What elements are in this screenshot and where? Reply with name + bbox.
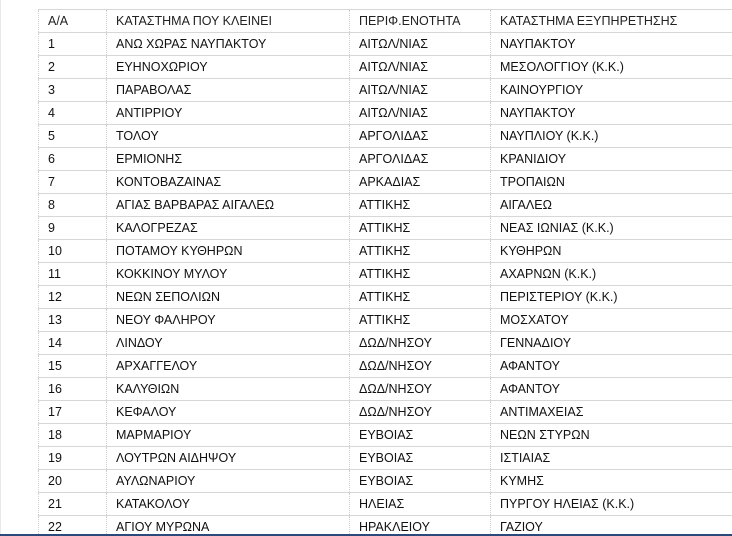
regional-unit-cell[interactable]: ΕΥΒΟΙΑΣ xyxy=(350,470,491,493)
table-row xyxy=(39,470,732,493)
serving-branch-cell[interactable]: ΝΑΥΠΑΚΤΟΥ xyxy=(491,102,732,125)
closing-branch-cell[interactable]: ΑΓΙΑΣ ΒΑΡΒΑΡΑΣ ΑΙΓΑΛΕΩ xyxy=(107,194,350,217)
closing-branch-cell[interactable]: ΛΟΥΤΡΩΝ ΑΙΔΗΨΟΥ xyxy=(107,447,350,470)
regional-unit-cell[interactable]: ΑΤΤΙΚΗΣ xyxy=(350,240,491,263)
table-row xyxy=(39,516,732,536)
table-row xyxy=(39,56,732,79)
row-index-cell[interactable]: 8 xyxy=(39,194,107,217)
serving-branch-cell[interactable]: ΑΝΤΙΜΑΧΕΙΑΣ xyxy=(491,401,732,424)
header-cell-closing-branch[interactable]: ΚΑΤΑΣΤΗΜΑ ΠΟΥ ΚΛΕΙΝΕΙ xyxy=(107,10,350,33)
regional-unit-cell[interactable]: ΗΡΑΚΛΕΙΟΥ xyxy=(350,516,491,536)
table-row xyxy=(39,332,732,355)
row-index-cell[interactable]: 2 xyxy=(39,56,107,79)
row-index-cell[interactable]: 21 xyxy=(39,493,107,516)
row-index-cell[interactable]: 16 xyxy=(39,378,107,401)
row-index-cell[interactable]: 9 xyxy=(39,217,107,240)
regional-unit-cell[interactable]: ΑΤΤΙΚΗΣ xyxy=(350,194,491,217)
closing-branch-cell[interactable]: ΑΝΩ ΧΩΡΑΣ ΝΑΥΠΑΚΤΟΥ xyxy=(107,33,350,56)
closing-branch-cell[interactable]: ΚΟΝΤΟΒΑΖΑΙΝΑΣ xyxy=(107,171,350,194)
row-index-cell[interactable]: 3 xyxy=(39,79,107,102)
table-row xyxy=(39,286,732,309)
regional-unit-cell[interactable]: ΔΩΔ/ΝΗΣΟΥ xyxy=(350,332,491,355)
regional-unit-cell[interactable]: ΑΙΤΩΛ/ΝΙΑΣ xyxy=(350,56,491,79)
table-row xyxy=(39,309,732,332)
row-index-cell[interactable]: 14 xyxy=(39,332,107,355)
serving-branch-cell[interactable]: ΤΡΟΠΑΙΩΝ xyxy=(491,171,732,194)
closing-branch-cell[interactable]: ΝΕΩΝ ΣΕΠΟΛΙΩΝ xyxy=(107,286,350,309)
closing-branch-cell[interactable]: ΤΟΛΟΥ xyxy=(107,125,350,148)
closing-branch-cell[interactable]: ΠΑΡΑΒΟΛΑΣ xyxy=(107,79,350,102)
row-index-cell[interactable]: 12 xyxy=(39,286,107,309)
regional-unit-cell[interactable]: ΑΙΤΩΛ/ΝΙΑΣ xyxy=(350,102,491,125)
table-row xyxy=(39,102,732,125)
sheet-left-edge xyxy=(0,0,1,536)
closing-branch-cell[interactable]: ΑΥΛΩΝΑΡΙΟΥ xyxy=(107,470,350,493)
row-index-cell[interactable]: 20 xyxy=(39,470,107,493)
row-index-cell[interactable]: 19 xyxy=(39,447,107,470)
serving-branch-cell[interactable]: ΝΑΥΠΑΚΤΟΥ xyxy=(491,33,732,56)
row-index-cell[interactable]: 5 xyxy=(39,125,107,148)
table-row xyxy=(39,263,732,286)
closing-branch-cell[interactable]: ΚΑΛΟΓΡΕΖΑΣ xyxy=(107,217,350,240)
row-index-cell[interactable]: 1 xyxy=(39,33,107,56)
closing-branch-cell[interactable]: ΝΕΟΥ ΦΑΛΗΡΟΥ xyxy=(107,309,350,332)
row-index-cell[interactable]: 11 xyxy=(39,263,107,286)
serving-branch-cell[interactable]: ΝΑΥΠΛΙΟΥ (Κ.Κ.) xyxy=(491,125,732,148)
regional-unit-cell[interactable]: ΑΤΤΙΚΗΣ xyxy=(350,309,491,332)
closing-branch-cell[interactable]: ΛΙΝΔΟΥ xyxy=(107,332,350,355)
branch-closure-table xyxy=(38,9,732,536)
closing-branch-cell[interactable]: ΑΓΙΟΥ ΜΥΡΩΝΑ xyxy=(107,516,350,536)
serving-branch-cell[interactable]: ΚΥΘΗΡΩΝ xyxy=(491,240,732,263)
row-index-cell[interactable]: 15 xyxy=(39,355,107,378)
closing-branch-cell[interactable]: ΑΡΧΑΓΓΕΛΟΥ xyxy=(107,355,350,378)
serving-branch-cell[interactable]: ΑΙΓΑΛΕΩ xyxy=(491,194,732,217)
row-index-cell[interactable]: 22 xyxy=(39,516,107,536)
table-row xyxy=(39,79,732,102)
row-index-cell[interactable]: 4 xyxy=(39,102,107,125)
serving-branch-cell[interactable]: ΜΟΣΧΑΤΟΥ xyxy=(491,309,732,332)
serving-branch-cell[interactable]: ΓΑΖΙΟΥ xyxy=(491,516,732,536)
serving-branch-cell[interactable]: ΠΕΡΙΣΤΕΡΙΟΥ (Κ.Κ.) xyxy=(491,286,732,309)
regional-unit-cell[interactable]: ΕΥΒΟΙΑΣ xyxy=(350,447,491,470)
row-index-cell[interactable]: 13 xyxy=(39,309,107,332)
table-row xyxy=(39,171,732,194)
table-row xyxy=(39,240,732,263)
closing-branch-cell[interactable]: ΚΑΛΥΘΙΩΝ xyxy=(107,378,350,401)
serving-branch-cell[interactable]: ΝΕΩΝ ΣΤΥΡΩΝ xyxy=(491,424,732,447)
header-cell-serving-branch[interactable]: ΚΑΤΑΣΤΗΜΑ ΕΞΥΠΗΡΕΤΗΣΗΣ xyxy=(491,10,732,33)
header-cell-index[interactable]: Α/Α xyxy=(39,10,107,33)
serving-branch-cell[interactable]: ΑΦΑΝΤΟΥ xyxy=(491,355,732,378)
closing-branch-cell[interactable]: ΚΑΤΑΚΟΛΟΥ xyxy=(107,493,350,516)
row-index-cell[interactable]: 18 xyxy=(39,424,107,447)
table-body xyxy=(39,10,732,536)
closing-branch-cell[interactable]: ΕΡΜΙΟΝΗΣ xyxy=(107,148,350,171)
regional-unit-cell[interactable]: ΑΤΤΙΚΗΣ xyxy=(350,217,491,240)
serving-branch-cell[interactable]: ΚΡΑΝΙΔΙΟΥ xyxy=(491,148,732,171)
regional-unit-cell[interactable]: ΔΩΔ/ΝΗΣΟΥ xyxy=(350,355,491,378)
serving-branch-cell[interactable]: ΜΕΣΟΛΟΓΓΙΟΥ (Κ.Κ.) xyxy=(491,56,732,79)
serving-branch-cell[interactable]: ΝΕΑΣ ΙΩΝΙΑΣ (Κ.Κ.) xyxy=(491,217,732,240)
closing-branch-cell[interactable]: ΚΕΦΑΛΟΥ xyxy=(107,401,350,424)
serving-branch-cell[interactable]: ΑΦΑΝΤΟΥ xyxy=(491,378,732,401)
regional-unit-cell[interactable]: ΔΩΔ/ΝΗΣΟΥ xyxy=(350,378,491,401)
closing-branch-cell[interactable]: ΑΝΤΙΡΡΙΟΥ xyxy=(107,102,350,125)
regional-unit-cell[interactable]: ΑΙΤΩΛ/ΝΙΑΣ xyxy=(350,79,491,102)
serving-branch-cell[interactable]: ΚΥΜΗΣ xyxy=(491,470,732,493)
regional-unit-cell[interactable]: ΔΩΔ/ΝΗΣΟΥ xyxy=(350,401,491,424)
closing-branch-cell[interactable]: ΠΟΤΑΜΟΥ ΚΥΘΗΡΩΝ xyxy=(107,240,350,263)
regional-unit-cell[interactable]: ΑΡΓΟΛΙΔΑΣ xyxy=(350,148,491,171)
closing-branch-cell[interactable]: ΚΟΚΚΙΝΟΥ ΜΥΛΟΥ xyxy=(107,263,350,286)
row-index-cell[interactable]: 7 xyxy=(39,171,107,194)
regional-unit-cell[interactable]: ΑΙΤΩΛ/ΝΙΑΣ xyxy=(350,33,491,56)
table-row xyxy=(39,378,732,401)
row-index-cell[interactable]: 6 xyxy=(39,148,107,171)
serving-branch-cell[interactable]: ΙΣΤΙΑΙΑΣ xyxy=(491,447,732,470)
serving-branch-cell[interactable]: ΑΧΑΡΝΩΝ (Κ.Κ.) xyxy=(491,263,732,286)
table-row xyxy=(39,401,732,424)
table-row xyxy=(39,493,732,516)
table-row xyxy=(39,148,732,171)
row-index-cell[interactable]: 17 xyxy=(39,401,107,424)
table-header-row xyxy=(39,10,732,33)
table-row xyxy=(39,447,732,470)
header-cell-regional-unit[interactable]: ΠΕΡΙΦ.ΕΝΟΤΗΤΑ xyxy=(350,10,491,33)
regional-unit-cell[interactable]: ΑΡΓΟΛΙΔΑΣ xyxy=(350,125,491,148)
serving-branch-cell[interactable]: ΓΕΝΝΑΔΙΟΥ xyxy=(491,332,732,355)
table-row xyxy=(39,194,732,217)
regional-unit-cell[interactable]: ΗΛΕΙΑΣ xyxy=(350,493,491,516)
table-row xyxy=(39,355,732,378)
closing-branch-cell[interactable]: ΜΑΡΜΑΡΙΟΥ xyxy=(107,424,350,447)
serving-branch-cell[interactable]: ΠΥΡΓΟΥ ΗΛΕΙΑΣ (Κ.Κ.) xyxy=(491,493,732,516)
regional-unit-cell[interactable]: ΑΡΚΑΔΙΑΣ xyxy=(350,171,491,194)
table-row xyxy=(39,33,732,56)
closing-branch-cell[interactable]: ΕΥΗΝΟΧΩΡΙΟΥ xyxy=(107,56,350,79)
regional-unit-cell[interactable]: ΑΤΤΙΚΗΣ xyxy=(350,286,491,309)
serving-branch-cell[interactable]: ΚΑΙΝΟΥΡΓΙΟΥ xyxy=(491,79,732,102)
table-row xyxy=(39,217,732,240)
regional-unit-cell[interactable]: ΕΥΒΟΙΑΣ xyxy=(350,424,491,447)
table-row xyxy=(39,125,732,148)
regional-unit-cell[interactable]: ΑΤΤΙΚΗΣ xyxy=(350,263,491,286)
table-row xyxy=(39,424,732,447)
row-index-cell[interactable]: 10 xyxy=(39,240,107,263)
